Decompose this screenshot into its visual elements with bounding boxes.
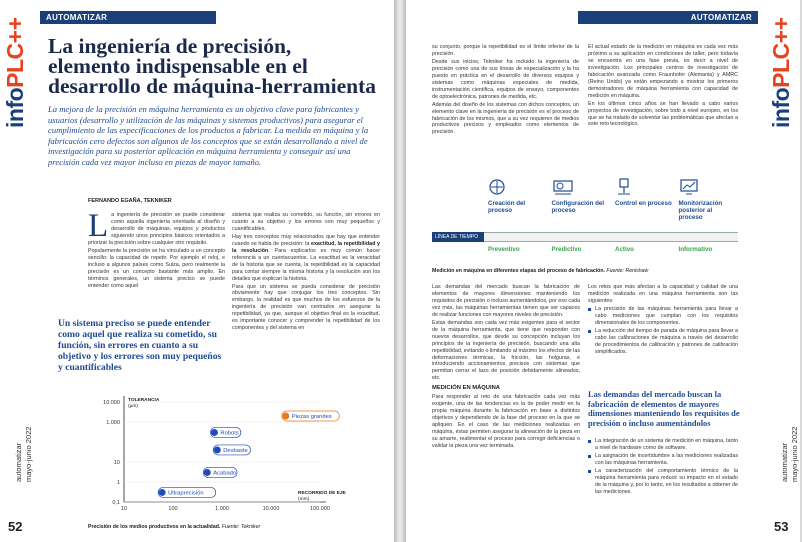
x-tick-label: 1.000 <box>215 506 229 512</box>
right-column-4 <box>588 284 738 357</box>
right-page <box>406 0 800 542</box>
page-number: 53 <box>774 519 789 534</box>
page-number: 52 <box>8 519 23 534</box>
paragraph: Desde sus inicios, Tekniker ha incluido la ingeniería de precisión como una de sus líneas de especialización y la ha puesto en práctica en el desarrollo de diversos equipos y sistemas como máquinas especiales de medida, instrumentación científica, equipos de ensayo, componentes de optoelectrónica, patrones de medida, etc. <box>432 58 579 100</box>
process-caption: Medición en máquina en diferentes etapas del proceso de fabricación. Fuente: Renishaw <box>432 268 649 274</box>
x-tick-label: 10.000 <box>262 506 280 512</box>
x-tick-label: 100 <box>168 506 178 512</box>
x-axis-label: RECORRIDO DE EJE <box>298 491 346 496</box>
bullet-item: La asignación de incertidumbre a las mediciones realizadas con las máquinas herramienta. <box>588 453 738 467</box>
brand-logo: infoPLC++ <box>2 17 28 128</box>
paragraph: Las demandas del mercado buscan la fabricación de elementos de mayores dimensiones manteniendo los requisitos de precisión o incluso aumentándolos, por eso cada vez más, las máquinas herramientas tienen que ser capaces de realizar funciones con mayores niveles de precisión. <box>432 284 580 318</box>
point-label: Piezas grandes <box>291 413 332 420</box>
chart-svg <box>88 390 346 520</box>
paragraph: a ingeniería de precisión se puede considerar como aquella ingeniería orientada al diseño y desarrollo de máquinas, equipos y productos siguiendo unos principios básicos orientados a priorizar la precisión sobre cualquier otro requisito. <box>88 212 225 246</box>
point-label: Desbaste <box>223 447 248 454</box>
process-diagram <box>432 176 738 262</box>
chart-caption: Precisión de los medios productivos en la actualidad. Fuente: Tekniker <box>88 524 261 530</box>
side-magazine-name: automatizar <box>14 442 23 482</box>
y-tick-label: 10 <box>113 460 120 466</box>
pull-quote: Un sistema preciso se puede entender como aquel que realiza su cometido, su función, sin errores en cuanto a su objetivo y los errores son muy pequeños y cuantificables <box>58 318 222 373</box>
paragraph: Estas demandas son cada vez más exigentes para el sector de la máquina herramienta, que tiene que responder con nuevos desarrollos, que desde su concepción incluyan los principios de la ingeniería de precisión, buscando una alta repetibilidad, evitando o limitando al máximo los efectos de las deformaciones térmicas, la fricción, las holguras, e introduciendo accionamientos precisos con sistemas que permitan cerrar el lazo de posición debidamente alineados, etc. <box>432 319 580 382</box>
paragraph: En los últimos cinco años se han llevado a cabo varios proyectos de investigación, sobre todo a nivel europeo, en los que se ha tratado de solventar las problemáticas que afectan a este reto tecnológico. <box>588 100 738 128</box>
x-axis-unit: (mm) <box>298 497 310 502</box>
left-column-1 <box>88 208 225 290</box>
right-column-2 <box>588 44 738 129</box>
data-point <box>214 446 221 453</box>
left-page <box>0 0 394 542</box>
side-issue: mayo-junio 2022 <box>790 426 799 482</box>
paragraph: sistema que realiza su cometido, su función, sin errores en cuanto a su objetivo y los errores son muy pequeños y cuantificables. <box>232 212 380 232</box>
precision-chart <box>88 390 346 520</box>
process-stage-title: Monitorización posterior al proceso <box>678 200 723 221</box>
side-magazine-name: automatizar <box>780 442 789 482</box>
data-point <box>282 412 289 419</box>
y-axis-unit: (µm) <box>128 404 138 409</box>
data-point <box>211 429 218 436</box>
paragraph: Para responder al reto de una fabricación cada vez más exigente, una de las tendencias es la de poder medir en la propia máquina durante la fabricación en base a distintos objetivos y dependiendo de la fase del proceso en la que se apliquen. En el caso de las mediciones realizadas en máquina, éstas permiten asegurar la alineación de la pieza en su amarre, realimentar el proceso para corregir deficiencias o validar la pieza una vez terminada. <box>432 394 580 449</box>
side-issue: mayo-junio 2022 <box>24 426 33 482</box>
y-tick-label: 0,1 <box>112 500 120 506</box>
right-sidebar <box>766 0 800 542</box>
process-stage <box>611 176 675 262</box>
y-tick-label: 1 <box>116 480 120 486</box>
left-sidebar <box>0 0 34 542</box>
machine-setup-icon <box>552 178 574 201</box>
paragraph: Además del diseño de los sistemas con dichos conceptos, un elemento clave en la ingeniería de precisión es el proceso de fabricación de los mismos, que a su vez requieren de medios productivos precisos y empleados como elementos de precisión. <box>432 101 579 136</box>
monitor-chart-icon <box>679 178 699 201</box>
x-tick-label: 100.000 <box>310 506 330 512</box>
right-column-4-bullets <box>588 438 738 497</box>
point-label: Robots <box>220 430 239 437</box>
paragraph: su conjunto, porque la repetibilidad es el límite inferior de la precisión. <box>432 44 579 57</box>
dropcap: L <box>88 208 109 244</box>
y-tick-label: 1.000 <box>106 420 120 426</box>
data-point <box>204 469 211 476</box>
target-icon <box>488 178 506 201</box>
section-tag: AUTOMATIZAR <box>40 11 216 24</box>
subheading: MEDICIÓN EN MÁQUINA <box>432 385 500 392</box>
process-mode: Preventivo <box>488 246 520 253</box>
paragraph: Los retos que más afectan a la capacidad y calidad de una medición realizada en una máquina herramienta son las siguientes: <box>588 284 738 304</box>
point-label: Ultraprecisión <box>168 490 204 497</box>
paragraph: Hay tres conceptos muy relacionados que hay que entender cuando se habla de precisión: la exactitud, la repetibilidad y la resolución. Para explicarlos es muy común hacer referencia a un cuentacuentos. La exactitud es la veracidad de la historia que se cuenta, la repetibilidad es la capacidad para contar siempre la misma historia y la resolución son los detalles que explican la historia. <box>232 233 380 282</box>
process-stage <box>675 176 739 262</box>
probe-icon <box>615 178 633 201</box>
page-title: La ingeniería de precisión, elemento indispensable en el desarrollo de máquina-herramienta <box>48 34 377 98</box>
right-column-1 <box>432 44 579 137</box>
section-tag: AUTOMATIZAR <box>578 11 758 24</box>
data-point <box>159 489 166 496</box>
paragraph: Popularmente la precisión se ha vinculado a un concepto sencillo: la capacidad de repetir. Por ejemplo el reloj, e incluso a algunos países como Suiza, pero realmente la precisión es un concepto bastante más amplio. En términos generales, un sistema preciso se puede entender como aquel <box>88 247 225 289</box>
byline: FERNANDO EGAÑA, TEKNIKER <box>88 198 172 204</box>
y-axis-label: TOLERANCIA <box>128 398 160 403</box>
process-mode: Activo <box>615 246 634 253</box>
process-mode: Predictivo <box>551 246 582 253</box>
brand-logo: infoPLC++ <box>768 17 794 128</box>
right-column-3 <box>432 284 580 451</box>
process-stage <box>484 176 548 262</box>
y-tick-label: 10.000 <box>103 400 120 406</box>
pull-quote: Las demandas del mercado buscan la fabricación de elementos de mayores dimensiones manteniendo los requisitos de precisión o incluso aumentándolos <box>588 390 740 428</box>
paragraph: Para que un sistema se pueda considerar de precisión obviamente hay que conjugar los tres conceptos. Sin embargo, la realidad es que muchos de los esfuerzos de la ingeniería de precisión van centrados en asegurar la repetibilidad, ya que, aunque el objetivo final es la exactitud, es importante conocer y comprender la repetibilidad de los componentes y del sistema en <box>232 283 380 332</box>
lead-paragraph: La mejora de la precisión en máquina herramienta es un objetivo clave para fabricantes y usuarios (desarrollo y utilización de las máquinas y sistemas productivos) para asegurar el cumplimiento de las especificaciones de los productos a fabricar. La medida en máquina y la fabricación cero defectos son algunos de los conceptos que se están desarrollando a nivel de investigación para su posterior aplicación en máquina herramienta y conseguir así una precisión cada vez mayor incluso en piezas de mayor tamaño. <box>48 104 369 167</box>
bullet-item: La precisión de las máquinas herramienta para llevar a cabo mediciones que cumplan con los requisitos dimensionales de los componentes. <box>588 306 738 327</box>
left-column-2 <box>232 212 380 333</box>
bullet-item: La integración de un sistema de medición en máquina, tanto a nivel de hardware como de software. <box>588 438 738 452</box>
process-mode: Informativo <box>678 246 713 253</box>
paragraph: El actual estado de la medición en máquina es cada vez más próximo a su aplicación en condiciones de taller, pero todavía se encuentra en una fase previa, es decir a nivel de investigación. Los principales centros de investigación de fabricación avanzada como Fraunhofer (Alemania) y AMRC (Reino Unido) ya están empezando a mostrar los primeros demostradores de máquina herramienta con capacidad de medición en máquina. <box>588 44 738 99</box>
x-tick-label: 10 <box>120 506 128 512</box>
process-stage-title: Configuración del proceso <box>551 200 605 214</box>
process-stage <box>548 176 612 262</box>
page-gutter <box>394 0 406 542</box>
timeline-label: LÍNEA DE TIEMPO <box>432 232 484 242</box>
bullet-item: La reducción del tiempo de parada de máquina para llevar a cabo las calibraciones de máquina a través del desarrollo de procedimientos de calibración y patrones de calibración simplificados. <box>588 328 738 356</box>
bullet-item: La caracterización del comportamiento térmico de la máquina herramienta para reducir su impacto en el estado de la máquina y, por lo tanto, en los resultados a obtener de las mediciones. <box>588 468 738 496</box>
point-label: Acabado <box>213 470 237 477</box>
process-stage-title: Control en proceso <box>615 200 672 207</box>
process-stage-title: Creación del proceso <box>488 200 526 214</box>
